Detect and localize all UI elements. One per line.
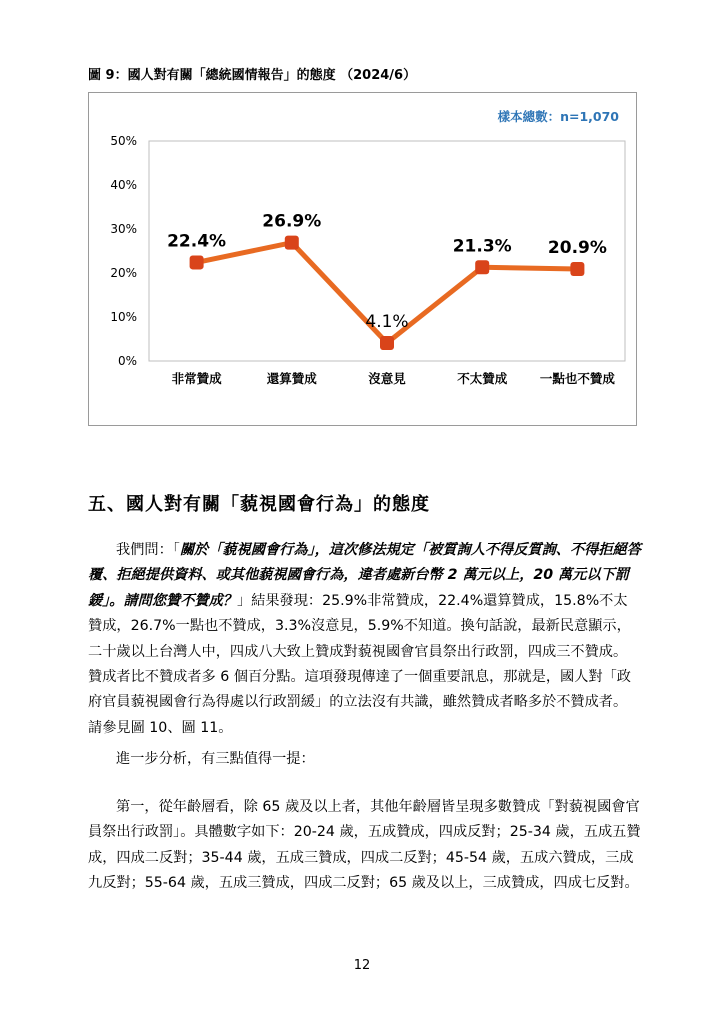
- y-tick-label: 30%: [110, 222, 137, 236]
- x-tick-label: 一點也不贊成: [539, 371, 615, 386]
- data-label: 26.9%: [262, 211, 322, 232]
- data-point-marker: [570, 262, 584, 276]
- page-number: 12: [353, 958, 371, 973]
- section-title: 五、國人對有關「藐視國會行為」的態度: [88, 494, 430, 515]
- data-point-marker: [285, 236, 299, 250]
- x-tick-label: 不太贊成: [457, 371, 508, 386]
- para1-lead: 我們問：「: [116, 542, 180, 558]
- x-tick-label: 沒意見: [368, 371, 406, 386]
- survey-question: 關於「藐視國會行為」，這次修法規定「被質詢人不得反質詢、不得拒絕答覆、拒絕提供資料、或其他藐視國會行為，違者處新台幣 2 萬元以上，20 萬元以下罰鍰」。請問您贊不贊成？: [88, 542, 641, 609]
- y-tick-label: 50%: [110, 134, 137, 148]
- data-label: 21.3%: [452, 236, 512, 257]
- data-point-marker: [190, 255, 204, 269]
- y-tick-label: 40%: [110, 178, 137, 192]
- line-chart: [88, 92, 637, 426]
- y-tick-label: 20%: [110, 266, 137, 280]
- data-point-marker: [380, 336, 394, 350]
- y-tick-label: 10%: [110, 310, 137, 324]
- data-label: 4.1%: [365, 311, 409, 332]
- sample-size-note: 樣本總數：n=1,070: [497, 109, 619, 124]
- data-label: 22.4%: [167, 231, 227, 252]
- para1-body: 」結果發現：25.9%非常贊成，22.4%還算贊成，15.8%不太贊成，26.7%一點也不贊成，3.3%沒意見，5.9%不知道。換句話說，最新民意顯示，二十歲以上台灣人中，四成八大致上贊成對藐視國會官員祭出行政罰，四成三不贊成。贊成者比不贊成者多 6 個百分點。這項發現傳達了一個重要訊息，那就是，國人對「政府官員藐視國會行為得處以行政罰緩」的立法沒有共識，雖然贊成者略多於不贊成者。請參見圖 10、圖 11。: [88, 592, 631, 736]
- paragraph-1: [88, 538, 641, 741]
- paragraph-2: 進一步分析，有三點值得一提：: [116, 751, 315, 767]
- x-tick-label: 非常贊成: [171, 371, 222, 386]
- y-tick-label: 0%: [117, 354, 137, 368]
- figure-title: 圖 9：國人對有關「總統國情報告」的態度 （2024/6）: [88, 68, 417, 83]
- data-label: 20.9%: [547, 238, 607, 259]
- x-tick-label: 還算贊成: [266, 371, 317, 386]
- data-point-marker: [475, 260, 489, 274]
- paragraph-3: 第一，從年齡層看，除 65 歲及以上者，其他年齡層皆呈現多數贊成「對藐視國會官員祭出行政罰」。具體數字如下：20-24 歲，五成贊成，四成反對；25-34 歲，五成五贊成，四成二反對；35-44 歲，五成三贊成，四成二反對；45-54 歲，五成六贊成，三成九反對；55-64 歲，五成三贊成，四成二反對；65 歲及以上，三成贊成，四成七反對。: [88, 799, 641, 892]
- chart-svg: [89, 93, 636, 425]
